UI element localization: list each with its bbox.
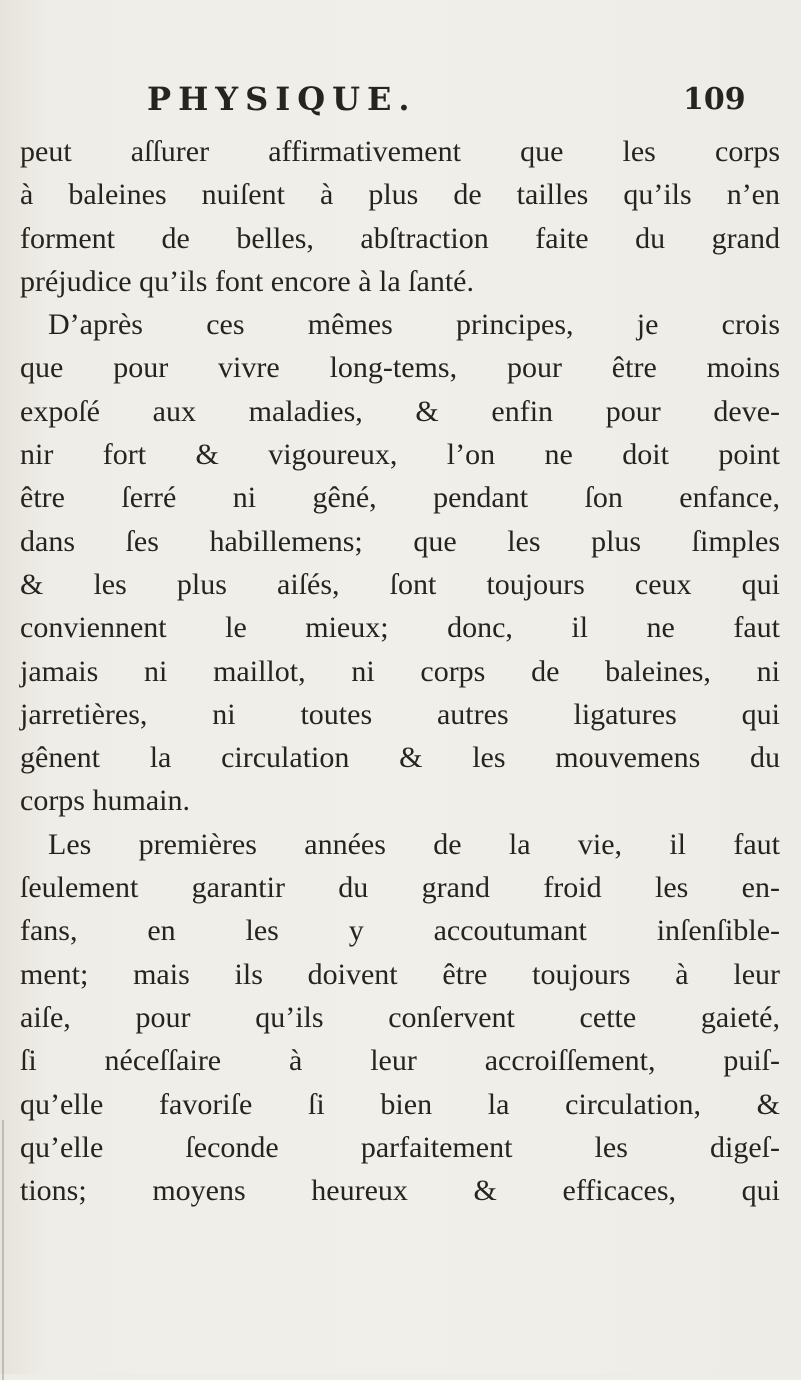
text-line: D’après ces mêmes principes, je crois	[48, 308, 780, 342]
page-number: 109	[683, 82, 746, 117]
text-line: préjudice qu’ils font encore à la ſanté.	[20, 264, 474, 298]
text-line: que pour vivre long-tems, pour être moins	[20, 351, 780, 385]
text-line: Les premières années de la vie, il faut	[48, 827, 780, 861]
text-line: conviennent le mieux; donc, il ne faut	[20, 611, 780, 645]
text-line: jarretières, ni toutes autres ligatures qui	[20, 697, 780, 731]
text-line: être ſerré ni gêné, pendant ſon enfance,	[20, 481, 780, 515]
text-line: forment de belles, abſtraction faite du grand	[20, 221, 780, 255]
text-line: qu’elle favoriſe ſi bien la circulation, &	[20, 1087, 780, 1121]
text-line: corps humain.	[20, 784, 190, 818]
text-line: ſeulement garantir du grand froid les en-	[20, 871, 780, 905]
text-line: expoſé aux maladies, & enfin pour deve-	[20, 394, 780, 428]
text-line: & les plus aiſés, ſont toujours ceux qui	[20, 567, 780, 601]
body-text	[20, 130, 795, 1212]
text-line: dans ſes habillemens; que les plus ſimples	[20, 524, 780, 558]
text-line: tions; moyens heureux & efficaces, qui	[20, 1174, 780, 1208]
text-line: aiſe, pour qu’ils conſervent cette gaieté,	[20, 1000, 780, 1034]
text-line: peut aſſurer affirmativement que les corps	[20, 135, 780, 168]
text-line: à baleines nuiſent à plus de tailles qu’ils n’en	[20, 178, 780, 212]
text-line: qu’elle ſeconde parfaitement les digeſ-	[20, 1130, 780, 1164]
text-line: gênent la circulation & les mouvemens du	[20, 741, 780, 775]
running-title: PHYSIQUE.	[147, 80, 417, 118]
text-line: ment; mais ils doivent être toujours à leur	[20, 957, 780, 991]
text-line: fans, en les y accoutumant inſenſible-	[20, 914, 780, 948]
text-line: nir fort & vigoureux, l’on ne doit point	[20, 438, 780, 472]
page-edge-shadow	[2, 1120, 4, 1380]
text-line: ſi néceſſaire à leur accroiſſement, puiſ-	[20, 1044, 780, 1078]
page-header	[0, 80, 801, 126]
text-line: jamais ni maillot, ni corps de baleines, ni	[20, 654, 780, 688]
